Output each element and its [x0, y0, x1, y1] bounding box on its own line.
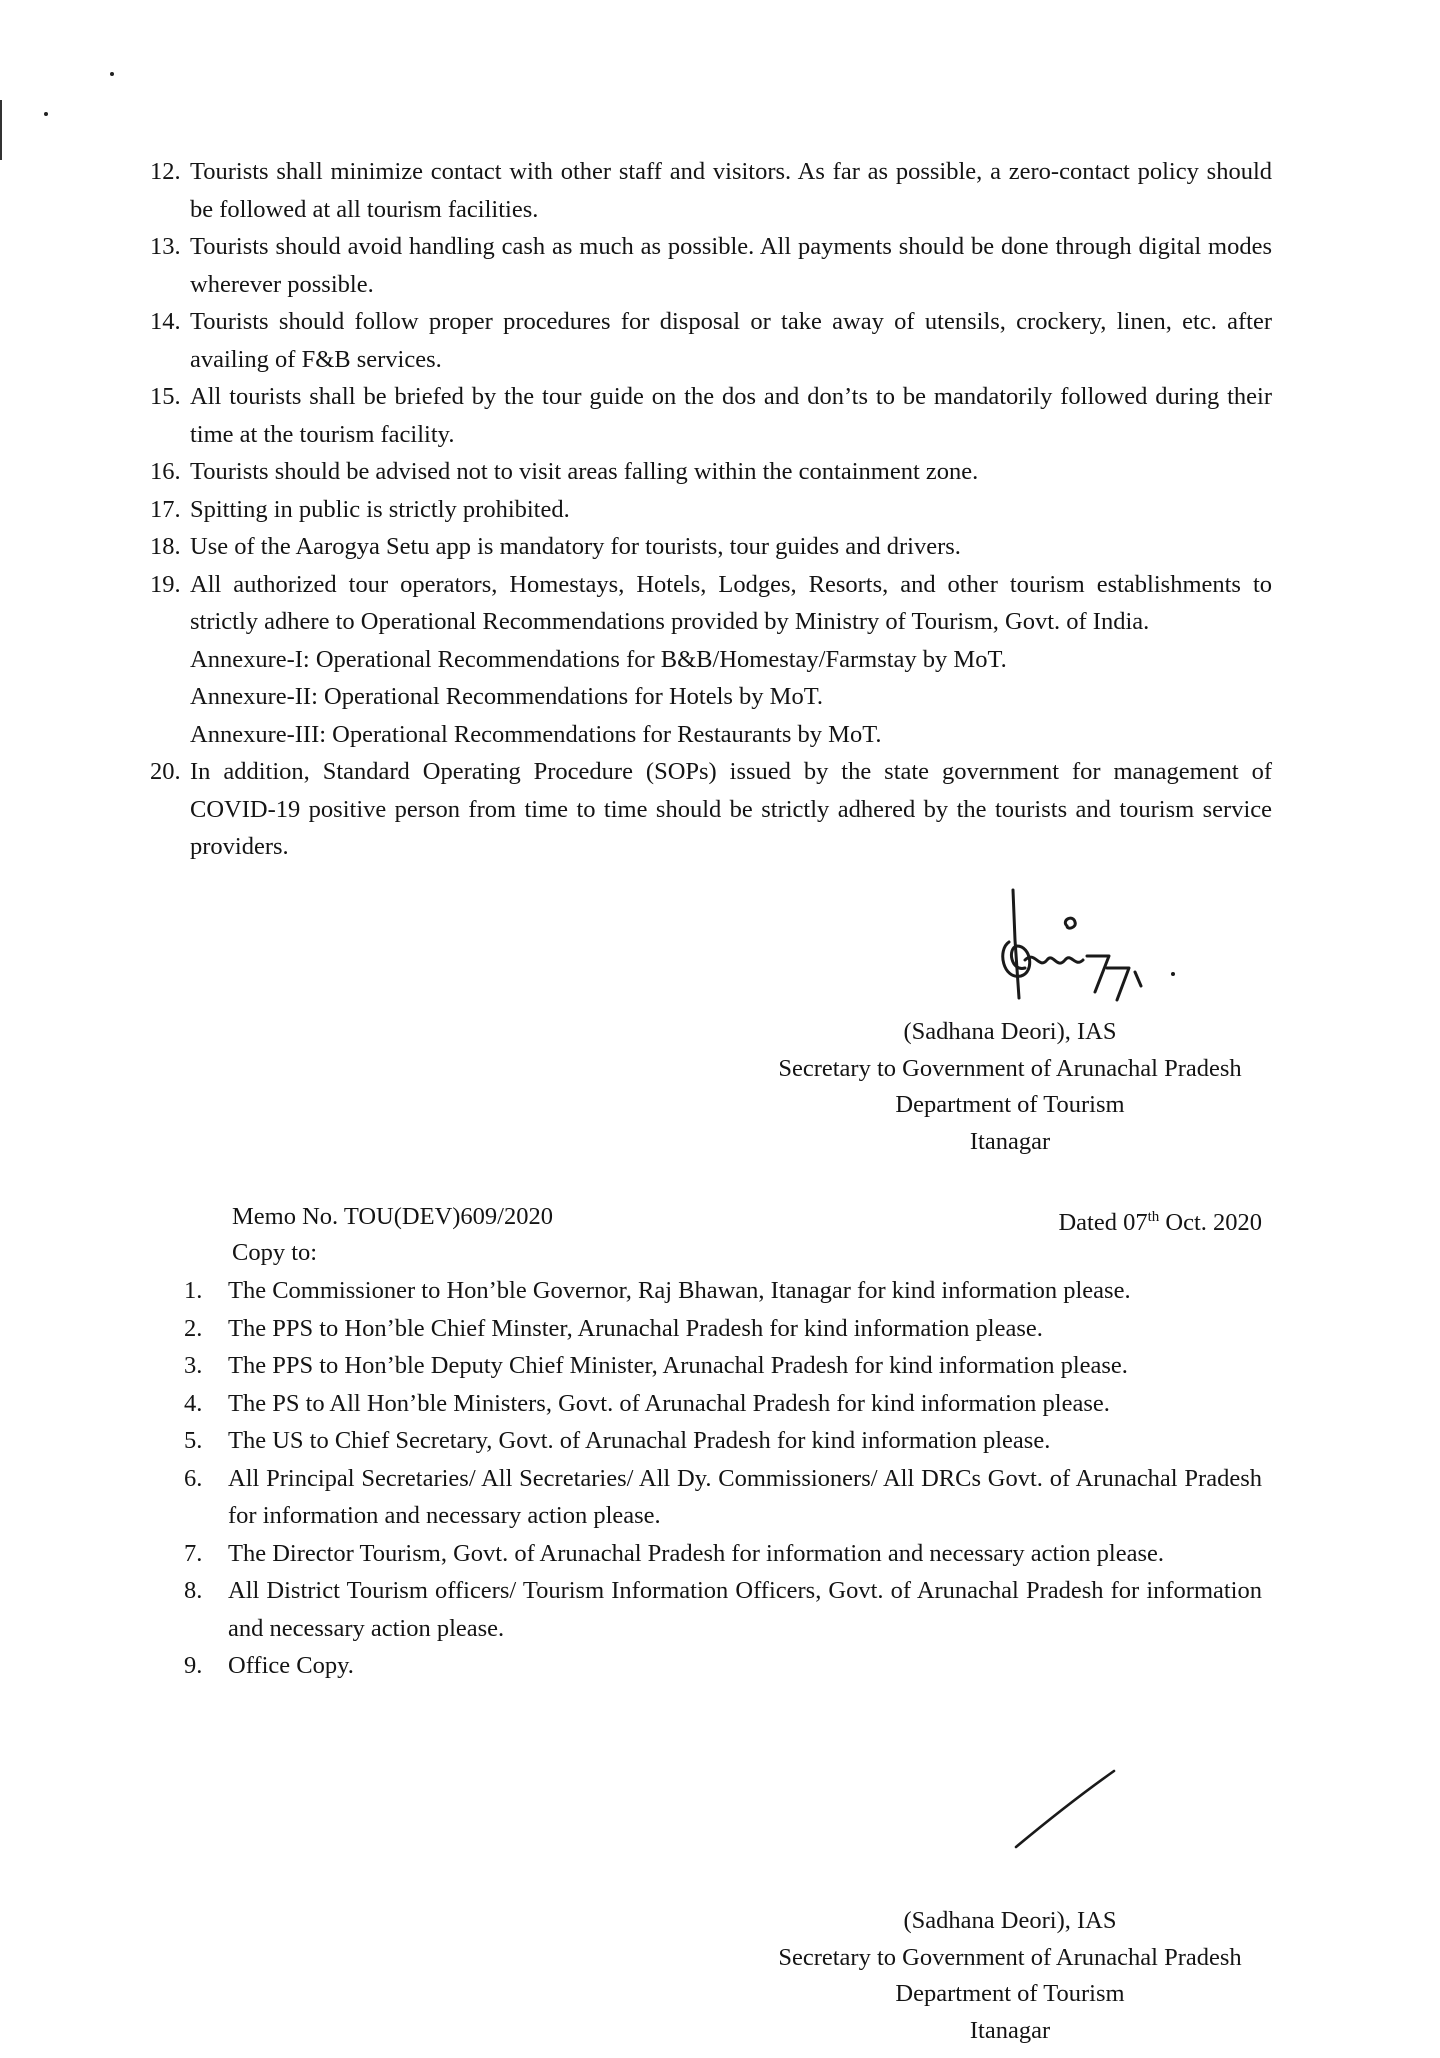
annexure-line: Annexure-II: Operational Recommendations for Hotels by MoT. [190, 683, 823, 710]
copy-item-5: 5. The US to Chief Secretary, Govt. of Arunachal Pradesh for kind information please. [184, 1427, 1051, 1454]
handwritten-signature-2 [1010, 1765, 1130, 1855]
guideline-item-13: 13. Tourists should avoid handling cash as much as possible. All payments should be done through digital modes wherever possible. [150, 233, 1272, 298]
guideline-item-15: 15. All tourists shall be briefed by the tour guide on the dos and don’ts to be mandatorily followed during their time at the tourism facility. [150, 383, 1272, 448]
scan-speck [44, 112, 48, 116]
annexure-line: Annexure-III: Operational Recommendations for Restaurants by MoT. [190, 720, 882, 748]
guideline-item-16: 16. Tourists should be advised not to visit areas falling within the containment zone. [150, 458, 979, 485]
copy-item-4: 4. The PS to All Hon’ble Ministers, Govt. of Arunachal Pradesh for kind information please. [184, 1389, 1110, 1417]
guideline-item-18: 18. Use of the Aarogya Setu app is mandatory for tourists, tour guides and drivers. [150, 533, 961, 560]
signatory-name: (Sadhana Deori), IAS [903, 1018, 1117, 1045]
signatory-designation: Secretary to Government of Arunachal Pradesh [778, 1054, 1242, 1082]
signatory-place: Itanagar [969, 2016, 1051, 2044]
signatory-department: Department of Tourism [895, 1980, 1125, 2007]
copy-item-9: 9. Office Copy. [184, 1652, 354, 1679]
guideline-item-12: 12. Tourists shall minimize contact with other staff and visitors. As far as possible, a zero-contact policy should be followed at all tourism facilities. [150, 158, 1272, 223]
copy-item-7: 7. The Director Tourism, Govt. of Arunachal Pradesh for information and necessary action please. [184, 1539, 1165, 1567]
memo-number: Memo No. TOU(DEV)609/2020 [232, 1203, 553, 1230]
guideline-item-20: 20. In addition, Standard Operating Procedure (SOPs) issued by the state government for management of COVID-19 positive person from time to time should be strictly adhered by the tourists and tourism service providers. [150, 758, 1272, 860]
guideline-item-14: 14. Tourists should follow proper procedures for disposal or take away of utensils, crockery, linen, etc. after availing of F&B services. [150, 308, 1272, 373]
scan-edge-mark [0, 100, 2, 160]
copy-item-3: 3. The PPS to Hon’ble Deputy Chief Minister, Arunachal Pradesh for kind information please. [184, 1352, 1128, 1379]
signatory-department: Department of Tourism [895, 1091, 1125, 1118]
signatory-block-1 [700, 1014, 1320, 1160]
signatory-block-2 [700, 1903, 1320, 2049]
copy-item-6: 6. All Principal Secretaries/ All Secretaries/ All Dy. Commissioners/ All DRCs Govt. of Arunachal Pradesh for information and necessary action please. [184, 1464, 1262, 1529]
copy-item-8: 8. All District Tourism officers/ Tourism Information Officers, Govt. of Arunachal Pradesh for information and necessary action please. [184, 1577, 1262, 1642]
copy-item-1: 1. The Commissioner to Hon’ble Governor, Raj Bhawan, Itanagar for kind information please. [184, 1277, 1131, 1304]
guideline-item-19: 19. All authorized tour operators, Homestays, Hotels, Lodges, Resorts, and other tourism establishments to strictly adhere to Operational Recommendations provided by Ministry of Tourism, Govt. of India. Annexure-I: Operational Recommendations for B&B/Homestay/Farmstay by MoT. Annexure-II: Operational Recommendations for Hotels by MoT. Annexure-III: Operational Recommendations for Restaurants by MoT. [190, 566, 1272, 754]
copy-to-label: Copy to: [232, 1239, 318, 1266]
handwritten-signature-1 [995, 880, 1195, 1030]
signatory-name: (Sadhana Deori), IAS [903, 1907, 1117, 1934]
copy-item-2: 2. The PPS to Hon’ble Chief Minster, Arunachal Pradesh for kind information please. [184, 1314, 1043, 1342]
guidelines-list [150, 153, 1272, 866]
signatory-designation: Secretary to Government of Arunachal Pradesh [778, 1943, 1242, 1971]
guideline-item-17: 17. Spitting in public is strictly prohibited. [150, 495, 570, 523]
scan-speck [110, 72, 114, 76]
copy-to-list [184, 1272, 1262, 1685]
memo-date: Dated 07th Oct. 2020 [1058, 1209, 1262, 1237]
signatory-place: Itanagar [969, 1127, 1051, 1155]
annexure-line: Annexure-I: Operational Recommendations for B&B/Homestay/Farmstay by MoT. [190, 645, 1007, 673]
